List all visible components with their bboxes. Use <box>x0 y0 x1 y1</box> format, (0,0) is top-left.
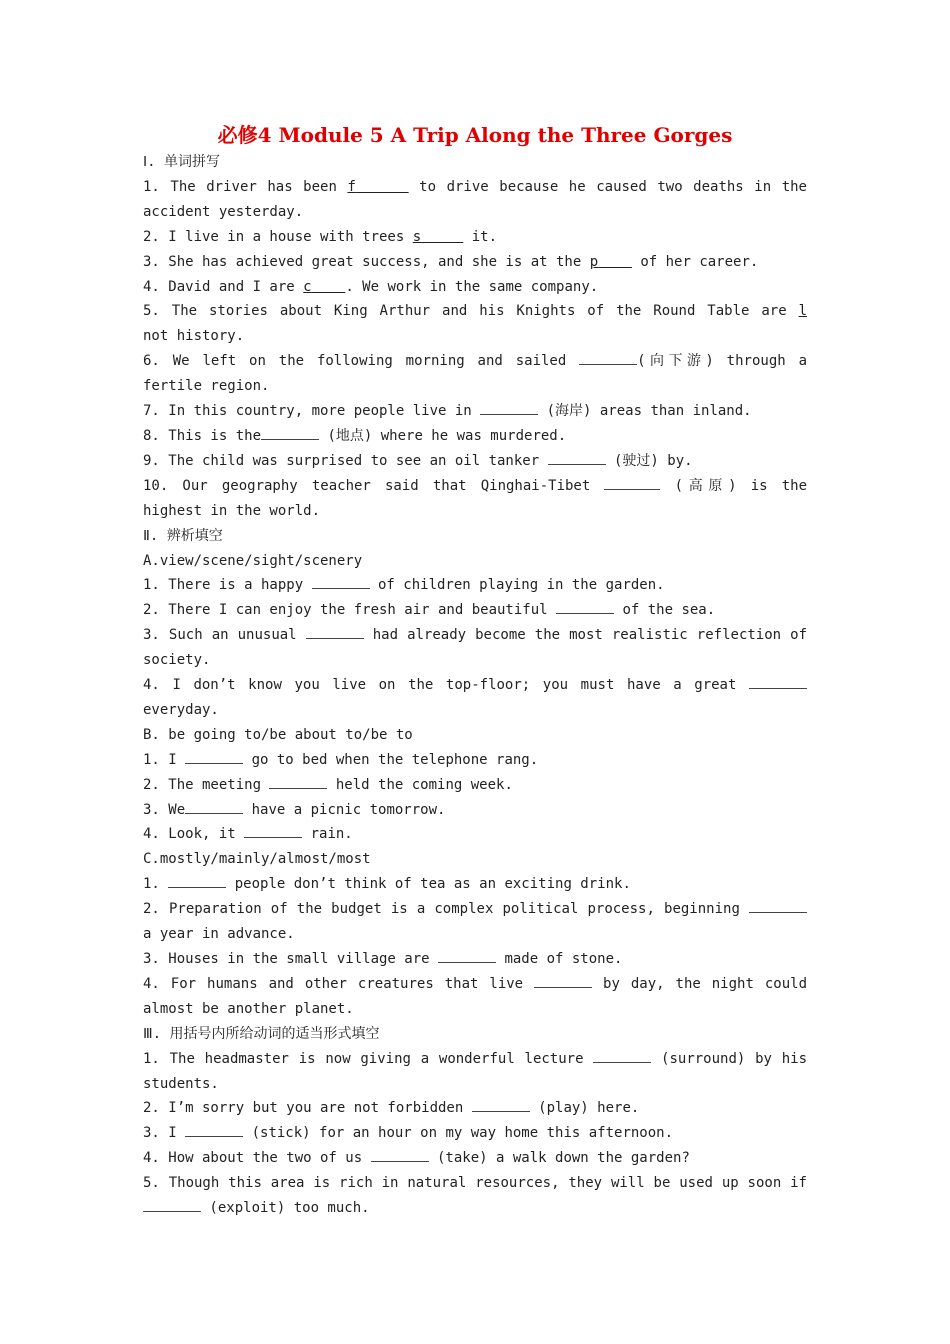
section-heading-spelling: Ⅰ. 单词拼写 <box>143 154 220 170</box>
q1-line1: 1. The driver has been f to drive because he caused two deaths in the <box>143 178 807 195</box>
a2-line: 2. There I can enjoy the fresh air and beautiful of the sea. <box>143 602 716 619</box>
q9-blank[interactable] <box>548 451 606 465</box>
group-a-heading: A.view/scene/sight/scenery <box>143 552 363 569</box>
q6-line1: 6. We left on the following morning and sailed (向下游) through a <box>143 353 807 370</box>
c3-line: 3. Houses in the small village are made of stone. <box>143 951 623 967</box>
a3-line1: 3. Such an unusual had already become the most realistic reflection of <box>143 627 807 644</box>
a1-blank[interactable] <box>312 575 370 589</box>
a2-blank[interactable] <box>556 600 614 614</box>
q7-line: 7. In this country, more people live in (海岸) areas than inland. <box>143 403 752 420</box>
q1-hint-letter[interactable]: f <box>347 178 356 195</box>
a4-line1: 4. I don’t know you live on the top-floor; you must have a great <box>143 673 807 698</box>
c1-blank[interactable] <box>168 874 226 888</box>
q3-hint-letter[interactable]: p <box>589 253 599 270</box>
a1-line: 1. There is a happy of children playing in the garden. <box>143 577 665 594</box>
a3-blank[interactable] <box>306 625 364 639</box>
d1-line1: 1. The headmaster is now giving a wonderful lecture (surround) by his <box>143 1050 807 1067</box>
section-heading-verb-forms: Ⅲ. 用括号内所给动词的适当形式填空 <box>143 1025 380 1042</box>
page-title: 必修4 Module 5 A Trip Along the Three Gorges <box>217 123 733 147</box>
c4-blank[interactable] <box>534 974 592 988</box>
d1-blank[interactable] <box>593 1049 651 1063</box>
q5-line2: not history. <box>143 328 245 345</box>
c4-line2: almost be another planet. <box>143 1000 354 1017</box>
c2-line2: a year in advance. <box>143 926 295 943</box>
d2-blank[interactable] <box>472 1098 530 1112</box>
q6-blank[interactable] <box>579 351 637 365</box>
b2-line: 2. The meeting held the coming week. <box>143 776 513 793</box>
b4-blank[interactable] <box>244 824 302 838</box>
group-b-heading: B. be going to/be about to/be to <box>143 726 413 743</box>
a4-line2: everyday. <box>143 701 219 718</box>
c2-line1: 2. Preparation of the budget is a complex political process, beginning <box>143 897 807 922</box>
c3-blank[interactable] <box>438 949 496 963</box>
c4-line1: 4. For humans and other creatures that live by day, the night could <box>143 975 807 992</box>
a4-blank[interactable] <box>749 675 807 689</box>
a3-line2: society. <box>143 652 211 669</box>
q2-line: 2. I live in a house with trees s it. <box>143 228 498 245</box>
d2-line: 2. I’m sorry but you are not forbidden (play) here. <box>143 1100 640 1117</box>
b3-line: 3. We have a picnic tomorrow. <box>143 801 446 818</box>
c2-blank[interactable] <box>749 899 807 913</box>
q10-blank[interactable] <box>604 476 660 490</box>
q6-line2: fertile region. <box>143 378 270 395</box>
q8-line: 8. This is the (地点) where he was murdered. <box>143 427 567 444</box>
q9-line: 9. The child was surprised to see an oil tanker (驶过) by. <box>143 452 693 469</box>
q8-blank[interactable] <box>261 426 319 440</box>
b2-blank[interactable] <box>269 775 327 789</box>
q5-line1: 5. The stories about King Arthur and his Knights of the Round Table are l <box>143 303 807 320</box>
worksheet <box>143 120 807 1221</box>
q1-line2: accident yesterday. <box>143 203 304 220</box>
b3-blank[interactable] <box>185 800 243 814</box>
b1-line: 1. I go to bed when the telephone rang. <box>143 751 539 768</box>
d4-blank[interactable] <box>371 1148 429 1162</box>
d3-line: 3. I (stick) for an hour on my way home this afternoon. <box>143 1125 674 1142</box>
d5-blank[interactable] <box>143 1198 201 1212</box>
q3-line: 3. She has achieved great success, and she is at the p of her career. <box>143 253 759 270</box>
q7-blank[interactable] <box>480 401 538 415</box>
q4-line: 4. David and I are c . We work in the same company. <box>143 278 599 295</box>
q10-line1: 10. Our geography teacher said that Qinghai-Tibet (高原) is the <box>143 477 808 494</box>
d5-line2: (exploit) too much. <box>143 1196 807 1221</box>
d5-line1: 5. Though this area is rich in natural resources, they will be used up soon if <box>143 1175 807 1192</box>
d3-blank[interactable] <box>185 1123 243 1137</box>
c1-line: 1. people don’t think of tea as an exciting drink. <box>143 876 631 893</box>
q2-hint-letter[interactable]: s <box>412 228 422 245</box>
q10-line2: highest in the world. <box>143 502 321 519</box>
q4-hint-letter[interactable]: c <box>303 278 312 295</box>
q5-hint-letter[interactable]: l <box>798 303 807 320</box>
group-c-heading: C.mostly/mainly/almost/most <box>143 851 371 868</box>
b4-line: 4. Look, it rain. <box>143 826 353 843</box>
d1-line2: students. <box>143 1075 219 1092</box>
b1-blank[interactable] <box>185 750 243 764</box>
d4-line: 4. How about the two of us (take) a walk down the garden? <box>143 1150 690 1167</box>
section-heading-discrimination: Ⅱ. 辨析填空 <box>143 527 223 544</box>
